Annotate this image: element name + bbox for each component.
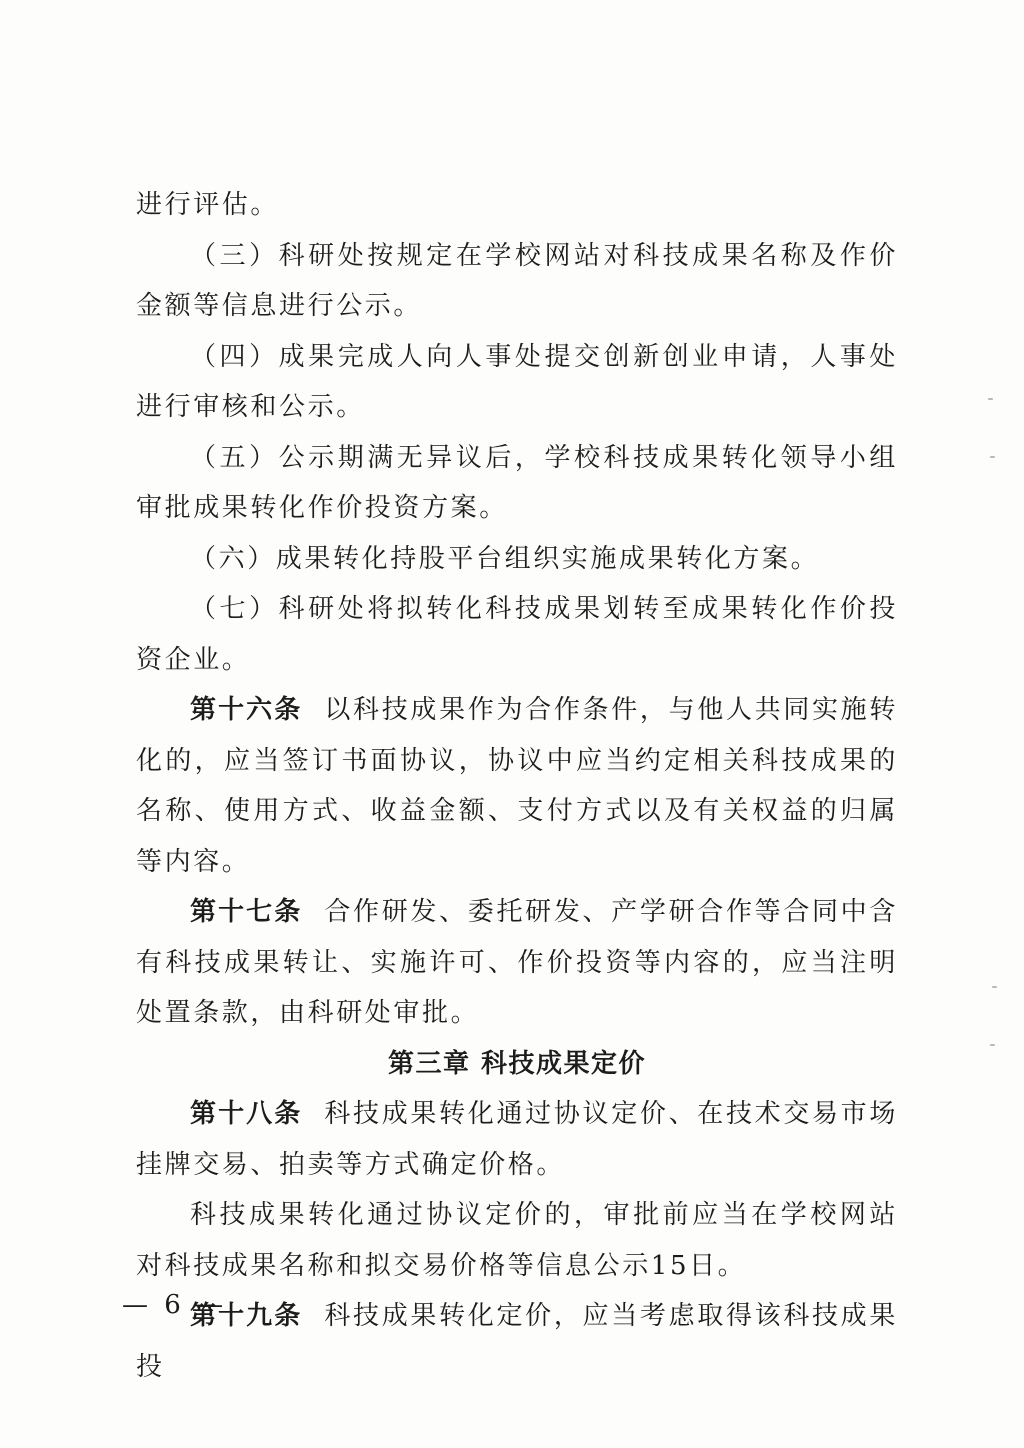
document-body — [136, 180, 898, 1392]
article-18 — [136, 1089, 898, 1190]
scan-speck — [988, 398, 993, 400]
article-heading: 第十七条 — [190, 897, 303, 927]
paragraph-item-4 — [136, 332, 898, 433]
article-text: 科技成果转化通过协议定价、在技术交易市场挂牌交易、拍卖等方式确定价格。 — [136, 1099, 898, 1180]
paragraph-text: 进行评估。 — [136, 190, 280, 220]
article-heading: 第十九条 — [190, 1301, 303, 1331]
scan-speck — [992, 986, 997, 988]
paragraph-text: 科技成果转化通过协议定价的，审批前应当在学校网站对科技成果名称和拟交易价格等信息公示15日。 — [136, 1200, 898, 1281]
article-text: 合作研发、委托研发、产学研合作等合同中含有科技成果转让、实施许可、作价投资等内容的，应当注明处置条款，由科研处审批。 — [136, 897, 898, 1028]
scan-speck — [990, 1044, 995, 1046]
paragraph-item-3 — [136, 231, 898, 332]
article-16 — [136, 685, 898, 887]
scan-speck — [990, 456, 995, 458]
article-19 — [136, 1291, 898, 1392]
article-heading: 第十八条 — [190, 1099, 303, 1129]
chapter-title: 第三章 科技成果定价 — [387, 1048, 647, 1079]
paragraph-item-5 — [136, 433, 898, 534]
paragraph-continuation — [136, 180, 898, 231]
paragraph-text: （四）成果完成人向人事处提交创新创业申请，人事处进行审核和公示。 — [136, 341, 898, 422]
article-heading: 第十六条 — [190, 695, 303, 725]
article-text: 以科技成果作为合作条件，与他人共同实施转化的，应当签订书面协议，协议中应当约定相关科技成果的名称、使用方式、收益金额、支付方式以及有关权益的归属等内容。 — [136, 695, 898, 877]
paragraph-pricing-notice — [136, 1190, 898, 1291]
paragraph-item-7 — [136, 584, 898, 685]
article-text: 科技成果转化定价，应当考虑取得该科技成果投 — [136, 1301, 898, 1382]
paragraph-text: （七）科研处将拟转化科技成果划转至成果转化作价投资企业。 — [136, 594, 898, 675]
paragraph-item-6 — [136, 534, 898, 585]
paragraph-text: （五）公示期满无异议后，学校科技成果转化领导小组审批成果转化作价投资方案。 — [136, 442, 898, 523]
paragraph-text: （六）成果转化持股平台组织实施成果转化方案。 — [190, 543, 820, 574]
article-17 — [136, 887, 898, 1039]
paragraph-text: （三）科研处按规定在学校网站对科技成果名称及作价金额等信息进行公示。 — [136, 240, 898, 321]
page-number: — 6 — — [122, 1290, 228, 1320]
